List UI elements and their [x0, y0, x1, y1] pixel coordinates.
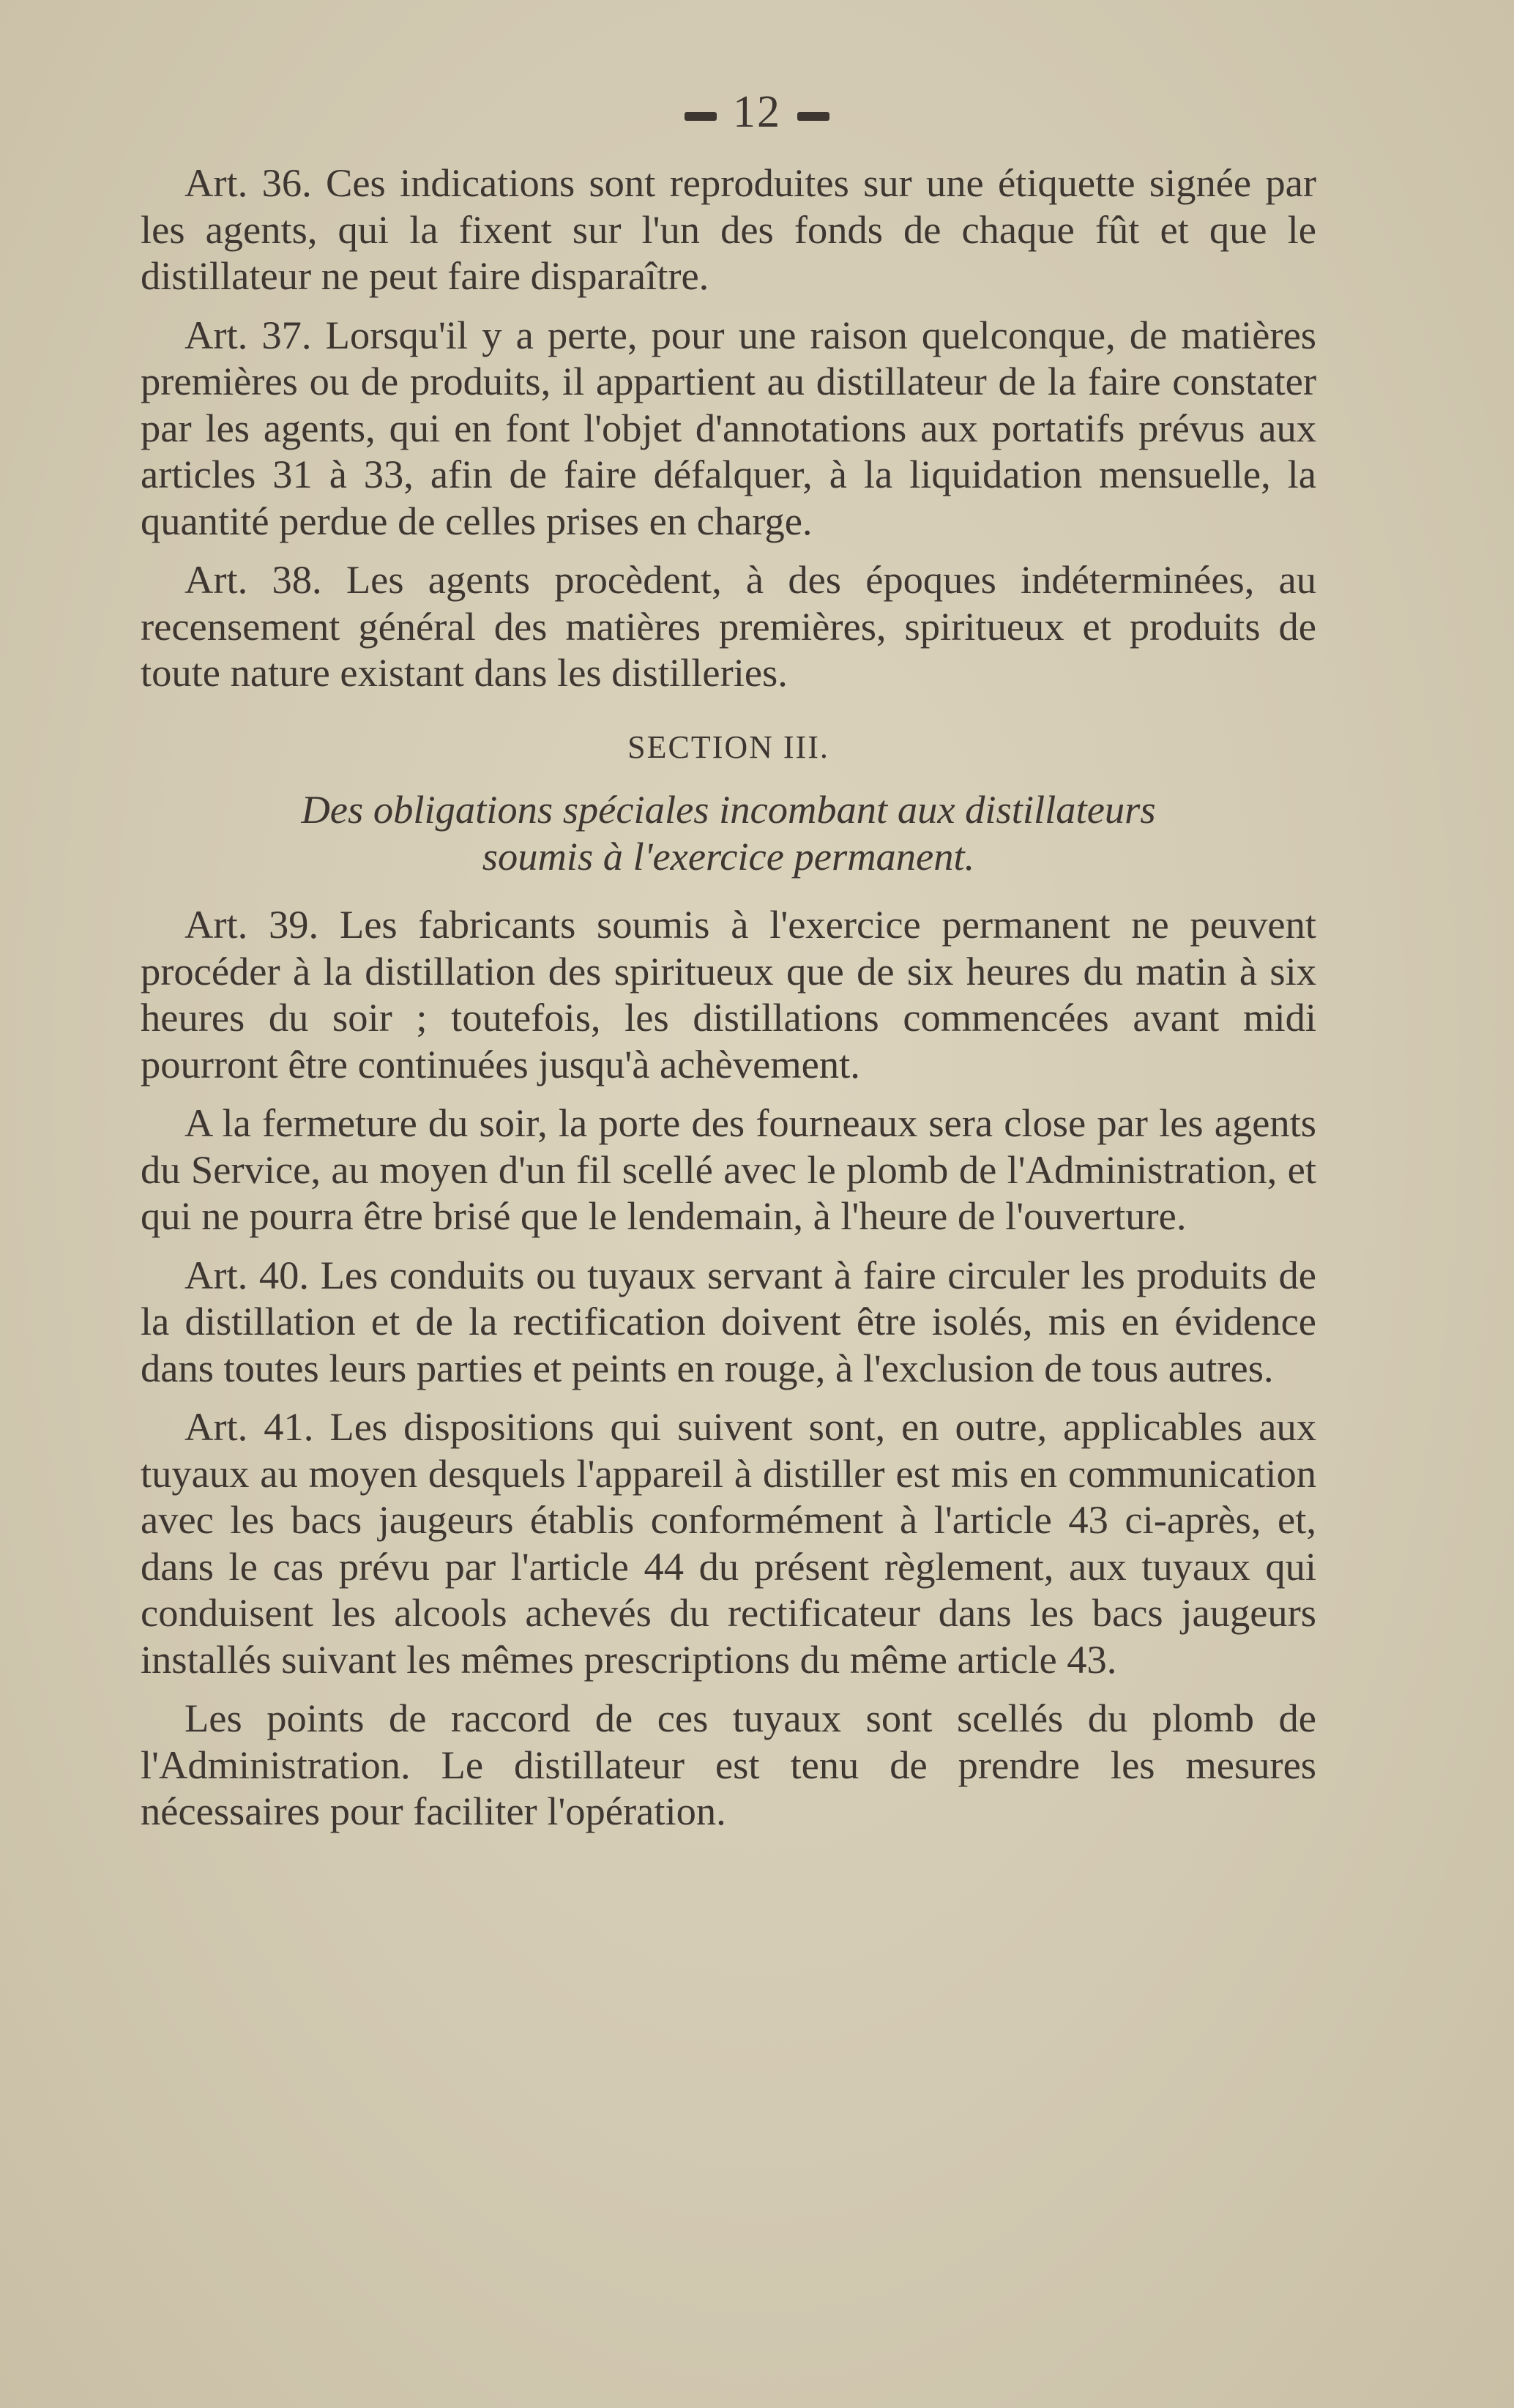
paragraph-art-37: Art. 37. Lorsqu'il y a perte, pour une raison quelconque, de matières premières ou de produits, il appartient au distillateur de la faire constater par les agents, qui en font l'objet d'annotations aux portatifs prévus aux articles 31 à 33, afin de faire défalquer, à la liquidation mensuelle, la quantité perdue de celles prises en charge.: [141, 312, 1316, 543]
paragraph-art-40: Art. 40. Les conduits ou tuyaux servant à faire circuler les produits de la distillation et de la rectification doivent être isolés, mis en évidence dans toutes leurs parties et peints en rouge, à l'exclusion de tous autres.: [141, 1252, 1316, 1390]
section-title-line-1: Des obligations spéciales incombant aux distillateurs: [301, 787, 1156, 832]
right-ornament-icon: [797, 112, 829, 121]
paragraph-art-39: Art. 39. Les fabricants soumis à l'exercice permanent ne peuvent procéder à la distillation des spiritueux que de six heures du matin à six heures du soir ; toutefois, les distillations commencées avant midi pourront être continuées jusqu'à achèvement.: [141, 902, 1316, 1086]
section-title: [141, 786, 1316, 879]
paragraph-art-36: Art. 36. Ces indications sont reproduites sur une étiquette signée par les agents, qui la fixent sur l'un des fonds de chaque fût et que le distillateur ne peut faire disparaître.: [141, 160, 1316, 298]
paragraph-fermeture: A la fermeture du soir, la porte des fourneaux sera close par les agents du Service, au moyen d'un fil scellé avec le plomb de l'Administration, et qui ne pourra être brisé que le lendemain, à l'heure de l'ouverture.: [141, 1100, 1316, 1238]
section-heading: SECTION III.: [627, 728, 829, 765]
page-body: [141, 160, 1316, 1847]
left-ornament-icon: [685, 112, 717, 121]
paragraph-raccord: Les points de raccord de ces tuyaux sont scellés du plomb de l'Administration. Le distillateur est tenu de prendre les mesures nécessaires pour faciliter l'opération.: [141, 1696, 1316, 1833]
paragraph-art-38: Art. 38. Les agents procèdent, à des époques indéterminées, au recensement général des matières premières, spiritueux et produits de toute nature existant dans les distilleries.: [141, 557, 1316, 695]
page-header: [0, 86, 1514, 138]
section-title-line-2: soumis à l'exercice permanent.: [482, 833, 975, 879]
paragraph-art-41: Art. 41. Les dispositions qui suivent sont, en outre, applicables aux tuyaux au moyen desquels l'appareil à distiller est mis en communication avec les bacs jaugeurs établis conformément à l'article 43 ci-après, et, dans le cas prévu par l'article 44 du présent règlement, aux tuyaux qui conduisent les alcools achevés du rectificateur dans les bacs jaugeurs installés suivant les mêmes prescriptions du même article 43.: [141, 1404, 1316, 1682]
page-number: 12: [733, 87, 781, 137]
